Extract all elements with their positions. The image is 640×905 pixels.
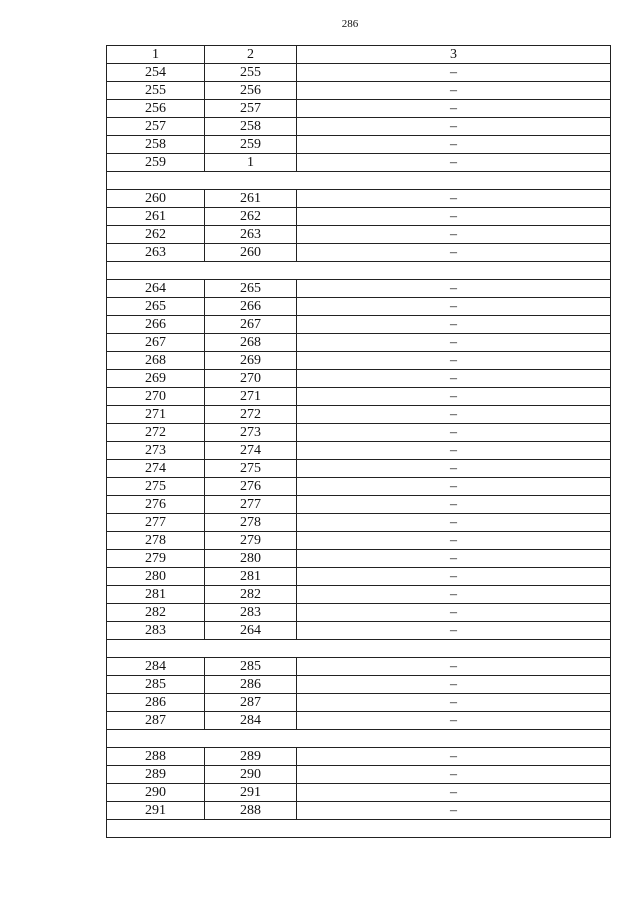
table-cell-col-3: – [297, 586, 611, 604]
table-cell-col-1: 259 [107, 154, 205, 172]
table-cell-col-3: – [297, 298, 611, 316]
column-header-2: 2 [205, 46, 297, 64]
table-cell-col-3: – [297, 424, 611, 442]
table-cell-col-1: 265 [107, 298, 205, 316]
table-cell-col-3: – [297, 82, 611, 100]
separator-cell [107, 640, 611, 658]
table-cell-col-1: 266 [107, 316, 205, 334]
table-cell-col-3: – [297, 154, 611, 172]
table-cell-col-1: 289 [107, 766, 205, 784]
table-cell-col-3: – [297, 496, 611, 514]
table-cell-col-1: 281 [107, 586, 205, 604]
table-cell-col-2: 284 [205, 712, 297, 730]
table-cell-col-2: 258 [205, 118, 297, 136]
table-cell-col-3: – [297, 658, 611, 676]
table-row [107, 496, 611, 514]
table-row [107, 226, 611, 244]
table-cell-col-2: 259 [205, 136, 297, 154]
table-row [107, 802, 611, 820]
table-cell-col-2: 269 [205, 352, 297, 370]
table-cell-col-2: 281 [205, 568, 297, 586]
table-cell-col-2: 271 [205, 388, 297, 406]
table-row [107, 442, 611, 460]
table-cell-col-2: 274 [205, 442, 297, 460]
table-row [107, 622, 611, 640]
table-row [107, 568, 611, 586]
table-cell-col-2: 267 [205, 316, 297, 334]
table-cell-col-1: 279 [107, 550, 205, 568]
table-cell-col-2: 285 [205, 658, 297, 676]
table-row [107, 100, 611, 118]
table-cell-col-1: 273 [107, 442, 205, 460]
group-separator-row [107, 820, 611, 838]
table-cell-col-3: – [297, 676, 611, 694]
table-cell-col-1: 276 [107, 496, 205, 514]
table-cell-col-3: – [297, 352, 611, 370]
table-cell-col-1: 269 [107, 370, 205, 388]
column-header-1: 1 [107, 46, 205, 64]
table-row [107, 334, 611, 352]
table-cell-col-1: 283 [107, 622, 205, 640]
table-row [107, 316, 611, 334]
table-cell-col-3: – [297, 388, 611, 406]
table-cell-col-2: 270 [205, 370, 297, 388]
table-cell-col-3: – [297, 334, 611, 352]
table-cell-col-1: 278 [107, 532, 205, 550]
table-cell-col-3: – [297, 64, 611, 82]
table-cell-col-3: – [297, 712, 611, 730]
table-cell-col-3: – [297, 280, 611, 298]
table-header [107, 46, 611, 64]
table-cell-col-2: 279 [205, 532, 297, 550]
table-row [107, 298, 611, 316]
table-cell-col-1: 288 [107, 748, 205, 766]
table-cell-col-2: 265 [205, 280, 297, 298]
table-cell-col-2: 289 [205, 748, 297, 766]
table-cell-col-2: 268 [205, 334, 297, 352]
table-cell-col-3: – [297, 802, 611, 820]
table-cell-col-2: 1 [205, 154, 297, 172]
table-cell-col-1: 291 [107, 802, 205, 820]
table-row [107, 586, 611, 604]
table-cell-col-3: – [297, 748, 611, 766]
separator-cell [107, 262, 611, 280]
table-cell-col-1: 257 [107, 118, 205, 136]
table-cell-col-1: 287 [107, 712, 205, 730]
table-cell-col-1: 267 [107, 334, 205, 352]
table-cell-col-2: 256 [205, 82, 297, 100]
table-cell-col-1: 260 [107, 190, 205, 208]
table-cell-col-3: – [297, 208, 611, 226]
table-cell-col-2: 260 [205, 244, 297, 262]
table-cell-col-1: 271 [107, 406, 205, 424]
table-cell-col-3: – [297, 784, 611, 802]
table-cell-col-1: 268 [107, 352, 205, 370]
table-cell-col-1: 284 [107, 658, 205, 676]
table-cell-col-3: – [297, 460, 611, 478]
table-row [107, 676, 611, 694]
table-cell-col-1: 256 [107, 100, 205, 118]
table-cell-col-1: 254 [107, 64, 205, 82]
table-cell-col-3: – [297, 442, 611, 460]
table-cell-col-3: – [297, 244, 611, 262]
table-cell-col-3: – [297, 622, 611, 640]
table-cell-col-3: – [297, 100, 611, 118]
table-cell-col-2: 257 [205, 100, 297, 118]
table-cell-col-3: – [297, 550, 611, 568]
table-cell-col-2: 286 [205, 676, 297, 694]
table-cell-col-2: 288 [205, 802, 297, 820]
table-cell-col-2: 291 [205, 784, 297, 802]
table-cell-col-1: 286 [107, 694, 205, 712]
table-row [107, 244, 611, 262]
table-row [107, 766, 611, 784]
group-separator-row [107, 172, 611, 190]
table-cell-col-2: 272 [205, 406, 297, 424]
table-cell-col-1: 261 [107, 208, 205, 226]
table-cell-col-3: – [297, 604, 611, 622]
table-row [107, 694, 611, 712]
table-cell-col-2: 273 [205, 424, 297, 442]
table-row [107, 64, 611, 82]
table-cell-col-2: 262 [205, 208, 297, 226]
column-header-3: 3 [297, 46, 611, 64]
table-cell-col-1: 285 [107, 676, 205, 694]
table-row [107, 424, 611, 442]
table-cell-col-1: 258 [107, 136, 205, 154]
table-cell-col-2: 276 [205, 478, 297, 496]
table-cell-col-1: 280 [107, 568, 205, 586]
table-row [107, 712, 611, 730]
table-cell-col-3: – [297, 568, 611, 586]
table-cell-col-3: – [297, 478, 611, 496]
group-separator-row [107, 730, 611, 748]
separator-cell [107, 730, 611, 748]
table-cell-col-3: – [297, 190, 611, 208]
table-body [107, 64, 611, 838]
table-cell-col-2: 264 [205, 622, 297, 640]
table-cell-col-2: 280 [205, 550, 297, 568]
page-number: 286 [341, 18, 359, 30]
table-row [107, 154, 611, 172]
table-row [107, 514, 611, 532]
table-cell-col-1: 275 [107, 478, 205, 496]
table-row [107, 532, 611, 550]
table-cell-col-2: 261 [205, 190, 297, 208]
table-row [107, 136, 611, 154]
table-row [107, 406, 611, 424]
table-row [107, 82, 611, 100]
table-row [107, 748, 611, 766]
table-cell-col-1: 263 [107, 244, 205, 262]
table-row [107, 550, 611, 568]
group-separator-row [107, 640, 611, 658]
table-cell-col-2: 290 [205, 766, 297, 784]
table-row [107, 370, 611, 388]
table-row [107, 460, 611, 478]
separator-cell [107, 820, 611, 838]
table-cell-col-2: 287 [205, 694, 297, 712]
data-table [106, 45, 611, 838]
table-cell-col-2: 255 [205, 64, 297, 82]
table-row [107, 784, 611, 802]
group-separator-row [107, 262, 611, 280]
table-cell-col-2: 283 [205, 604, 297, 622]
separator-cell [107, 172, 611, 190]
table-cell-col-1: 255 [107, 82, 205, 100]
table-cell-col-2: 263 [205, 226, 297, 244]
table-row [107, 478, 611, 496]
table-cell-col-2: 282 [205, 586, 297, 604]
table-cell-col-1: 290 [107, 784, 205, 802]
table-cell-col-1: 270 [107, 388, 205, 406]
header-row [107, 46, 611, 64]
table-cell-col-1: 282 [107, 604, 205, 622]
table-cell-col-1: 264 [107, 280, 205, 298]
table-row [107, 658, 611, 676]
table-cell-col-3: – [297, 532, 611, 550]
table-cell-col-1: 262 [107, 226, 205, 244]
table-cell-col-1: 272 [107, 424, 205, 442]
table-row [107, 208, 611, 226]
table-cell-col-2: 275 [205, 460, 297, 478]
table-cell-col-1: 274 [107, 460, 205, 478]
table-cell-col-3: – [297, 406, 611, 424]
table-row [107, 352, 611, 370]
table-cell-col-3: – [297, 766, 611, 784]
table-cell-col-2: 277 [205, 496, 297, 514]
table-cell-col-3: – [297, 316, 611, 334]
table-cell-col-3: – [297, 118, 611, 136]
table-cell-col-3: – [297, 514, 611, 532]
table-row [107, 118, 611, 136]
table-cell-col-2: 278 [205, 514, 297, 532]
table-cell-col-3: – [297, 226, 611, 244]
table-cell-col-3: – [297, 136, 611, 154]
table-cell-col-2: 266 [205, 298, 297, 316]
table-cell-col-3: – [297, 370, 611, 388]
table-row [107, 280, 611, 298]
table-row [107, 388, 611, 406]
table-row [107, 190, 611, 208]
table-cell-col-3: – [297, 694, 611, 712]
table-cell-col-1: 277 [107, 514, 205, 532]
table-row [107, 604, 611, 622]
